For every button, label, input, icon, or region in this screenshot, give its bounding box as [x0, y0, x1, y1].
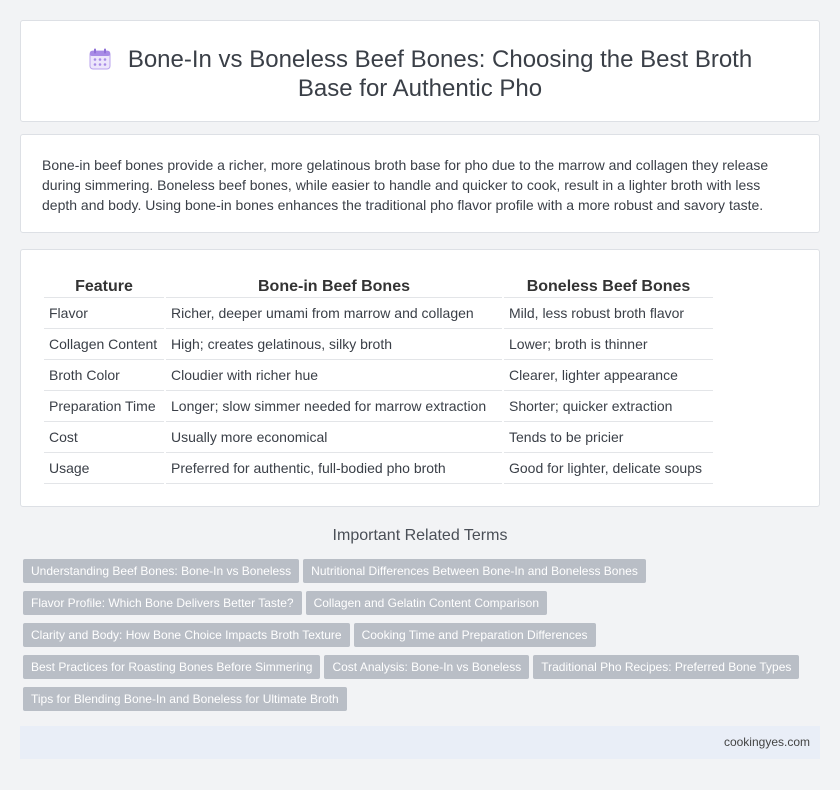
footer-site-name: cookingyes.com	[723, 735, 810, 749]
table-cell-feature: Usage	[44, 453, 164, 484]
table-row	[44, 422, 713, 453]
table-cell-boneless: Shorter; quicker extraction	[504, 391, 713, 422]
related-term-link[interactable]: Cost Analysis: Bone-In vs Boneless	[324, 655, 529, 679]
table-row	[44, 298, 713, 329]
tag-row	[23, 559, 823, 591]
table-cell-bone-in: Usually more economical	[166, 422, 502, 453]
table-cell-boneless: Good for lighter, delicate soups	[504, 453, 713, 484]
related-terms-heading: Important Related Terms	[332, 527, 508, 544]
related-term-link[interactable]: Best Practices for Roasting Bones Before Simmering	[23, 655, 320, 679]
intro-paragraph: Bone-in beef bones provide a richer, more gelatinous broth base for pho due to the marrow and collagen they release during simmering. Boneless beef bones, while easier to handle and quicker to cook, result in a lighter broth with less depth and body. Using bone-in bones enhances the traditional pho flavor profile with a more robust and savory taste.	[42, 157, 769, 213]
table-cell-bone-in: Preferred for authentic, full-bodied pho broth	[166, 453, 502, 484]
table-cell-bone-in: Longer; slow simmer needed for marrow extraction	[166, 391, 502, 422]
related-term-link[interactable]: Cooking Time and Preparation Differences	[354, 623, 596, 647]
page-title-text: Bone-In vs Boneless Beef Bones: Choosing the Best Broth Base for Authentic Pho	[127, 46, 753, 102]
related-term-link[interactable]: Understanding Beef Bones: Bone-In vs Boneless	[23, 559, 299, 583]
title-wrap	[21, 45, 819, 103]
footer-bar	[20, 726, 820, 759]
related-terms-list	[23, 559, 823, 719]
page-title	[88, 46, 752, 102]
calendar-icon	[88, 47, 112, 71]
comparison-table-card	[20, 249, 820, 507]
related-term-link[interactable]: Flavor Profile: Which Bone Delivers Better Taste?	[23, 591, 302, 615]
table-header-row	[44, 277, 713, 298]
related-term-link[interactable]: Tips for Blending Bone-In and Boneless for Ultimate Broth	[23, 687, 347, 711]
tag-row	[23, 687, 823, 719]
table-row	[44, 391, 713, 422]
tag-row	[23, 591, 823, 623]
table-row	[44, 360, 713, 391]
table-cell-boneless: Mild, less robust broth flavor	[504, 298, 713, 329]
table-cell-bone-in: Cloudier with richer hue	[166, 360, 502, 391]
related-term-link[interactable]: Collagen and Gelatin Content Comparison	[306, 591, 547, 615]
related-term-link[interactable]: Clarity and Body: How Bone Choice Impacts Broth Texture	[23, 623, 350, 647]
table-row	[44, 329, 713, 360]
title-card	[20, 20, 820, 122]
tag-row	[23, 623, 823, 655]
table-cell-feature: Broth Color	[44, 360, 164, 391]
related-term-link[interactable]: Traditional Pho Recipes: Preferred Bone Types	[533, 655, 799, 679]
column-header-feature: Feature	[44, 277, 164, 298]
intro-card	[20, 134, 820, 233]
related-term-link[interactable]: Nutritional Differences Between Bone-In and Boneless Bones	[303, 559, 646, 583]
tag-row	[23, 655, 823, 687]
column-header-bone-in: Bone-in Beef Bones	[166, 277, 502, 298]
table-cell-boneless: Lower; broth is thinner	[504, 329, 713, 360]
table-cell-boneless: Clearer, lighter appearance	[504, 360, 713, 391]
table-cell-bone-in: Richer, deeper umami from marrow and collagen	[166, 298, 502, 329]
table-cell-feature: Cost	[44, 422, 164, 453]
table-cell-boneless: Tends to be pricier	[504, 422, 713, 453]
table-cell-feature: Preparation Time	[44, 391, 164, 422]
table-row	[44, 453, 713, 484]
comparison-table	[42, 277, 715, 484]
column-header-boneless: Boneless Beef Bones	[504, 277, 713, 298]
table-cell-feature: Flavor	[44, 298, 164, 329]
table-cell-bone-in: High; creates gelatinous, silky broth	[166, 329, 502, 360]
table-cell-feature: Collagen Content	[44, 329, 164, 360]
